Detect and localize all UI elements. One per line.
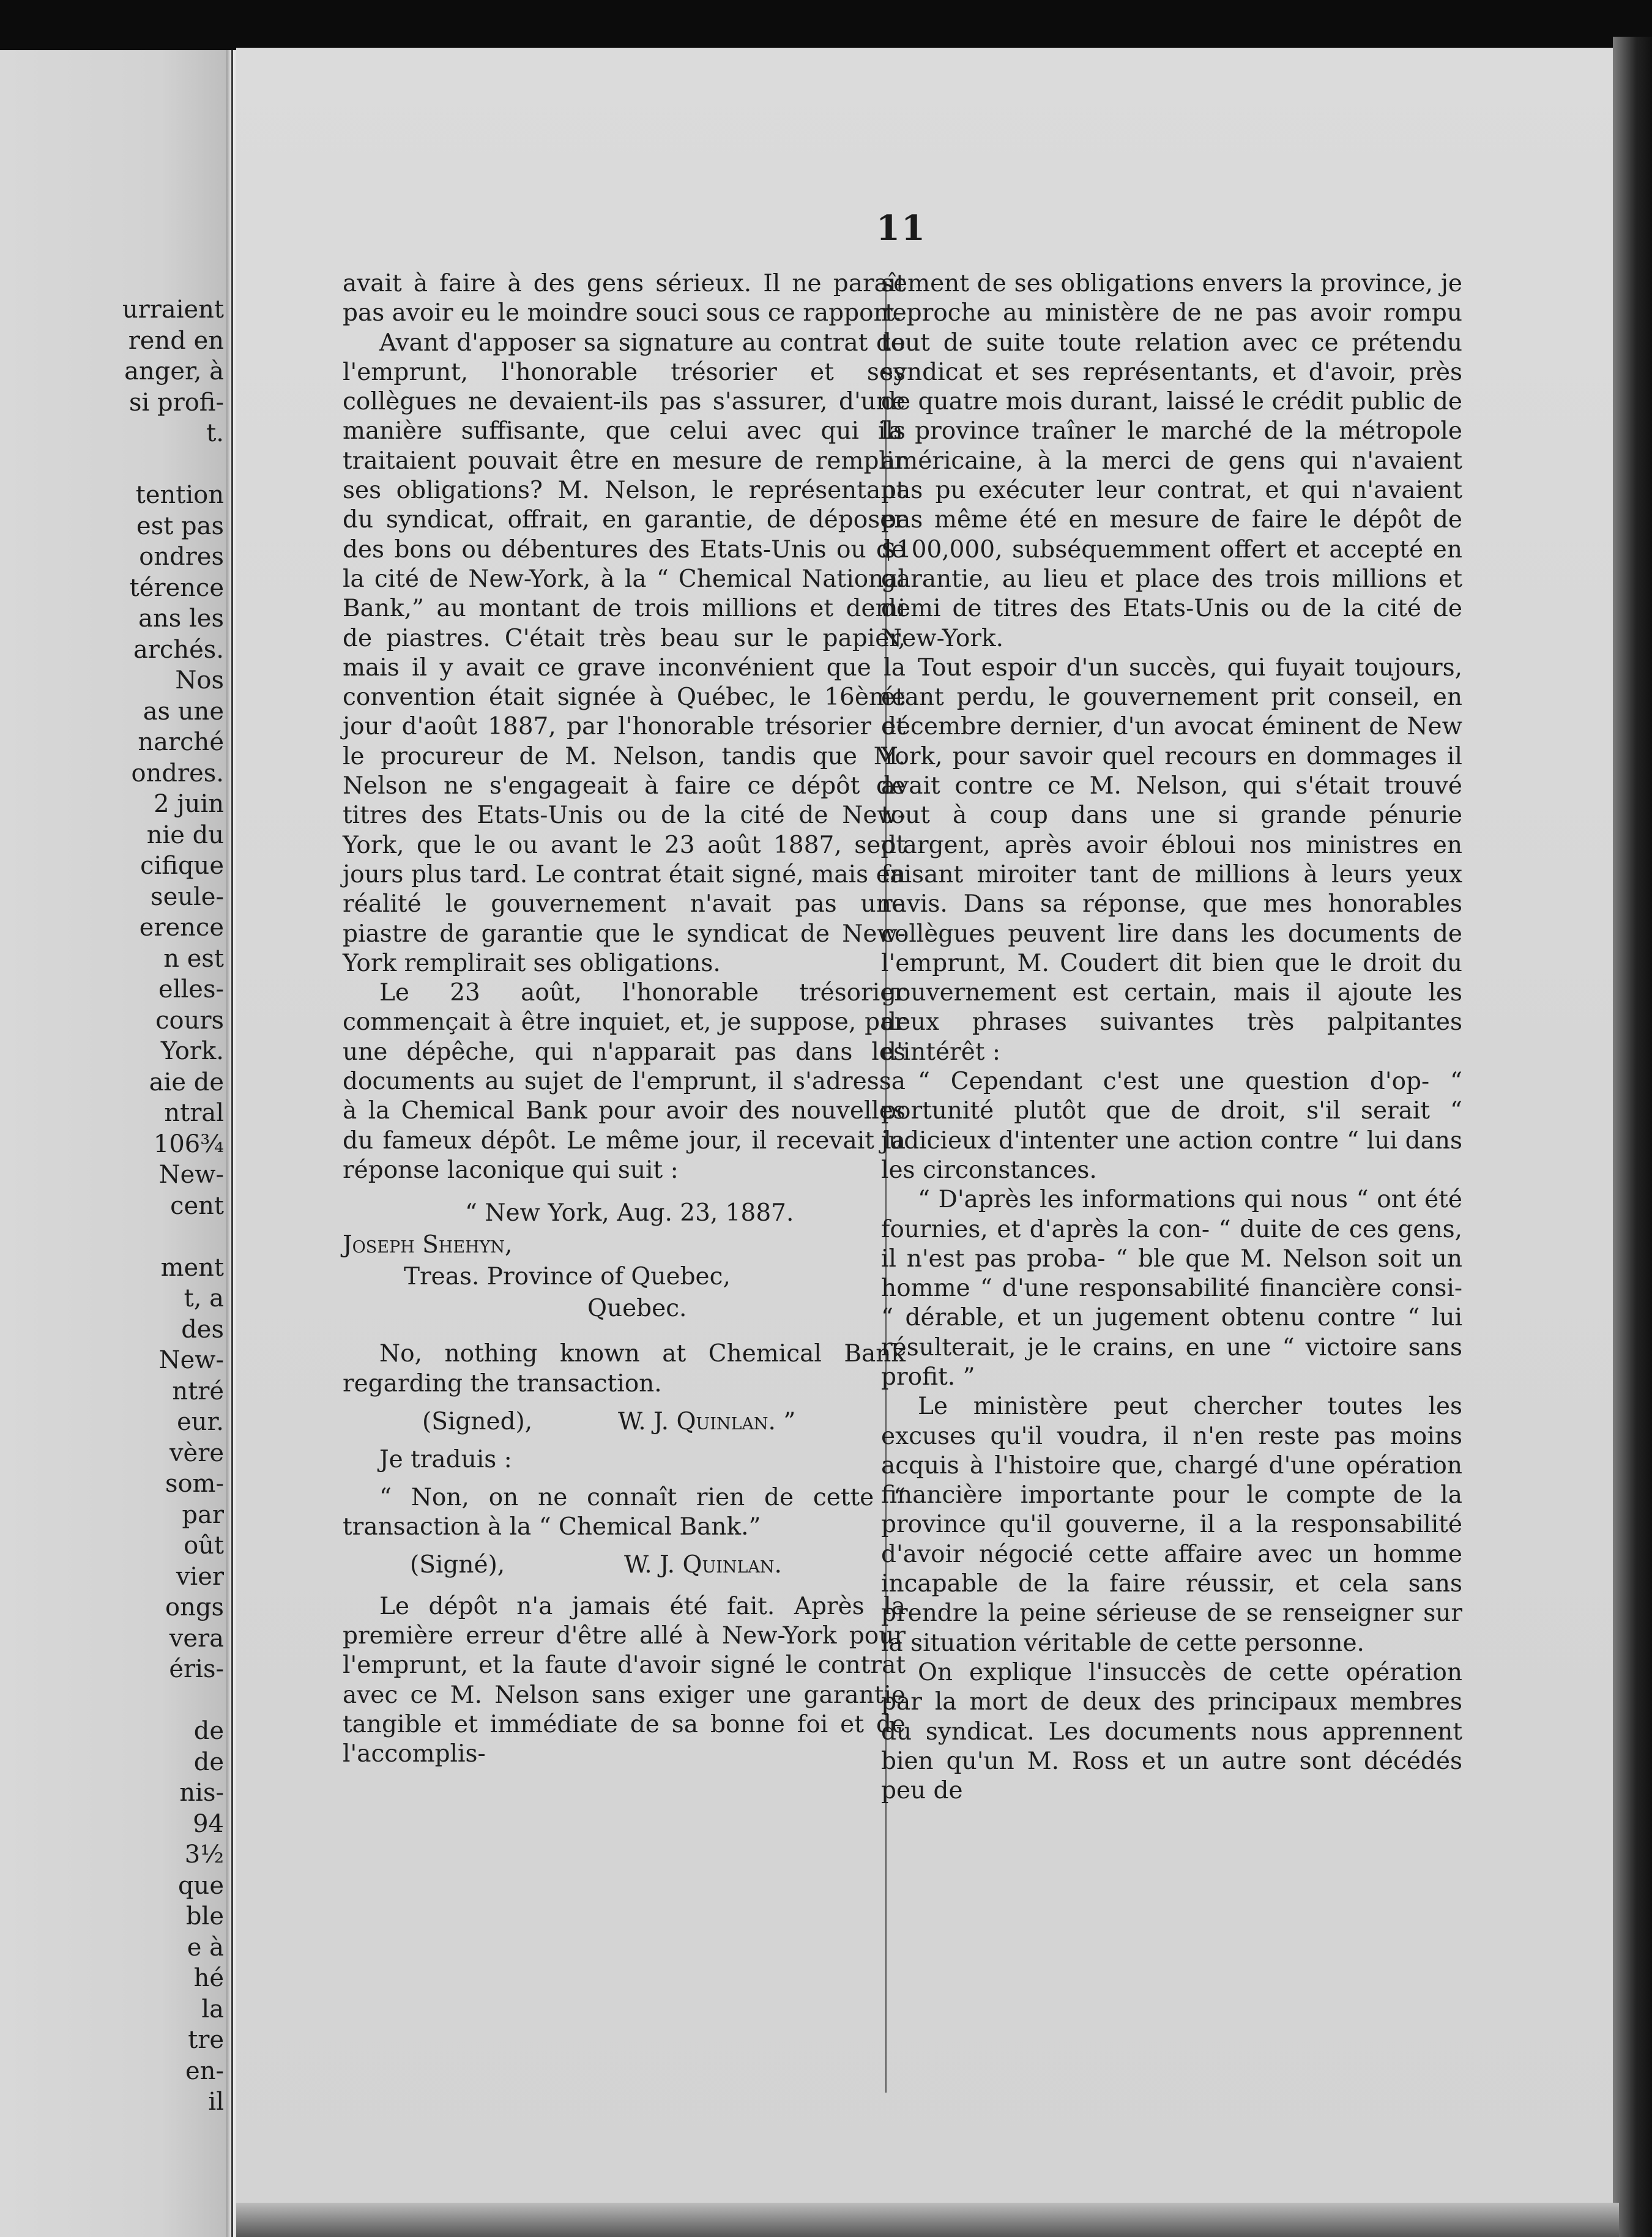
previous-page-fragment: New- [158, 1346, 224, 1374]
previous-page-fragment: aie de [149, 1068, 224, 1096]
previous-page-fragment: ble [185, 1902, 224, 1930]
previous-page-fragment: est pas [136, 512, 224, 540]
previous-page-fragment: par [182, 1500, 224, 1529]
fold-line [231, 50, 233, 2237]
right-paragraph-3: Le ministère peut chercher toutes les excuses qu'il voudra, il n'en reste pas moins acquis à l'histoire que, chargé d'une opération financière importante pour le compte de la province qu'il gouverne, il a la responsabilité d'avoir négocié cette affaire avec un homme incapable de la faire réussir, et cela sans prendre la peine sérieuse de se renseigner sur la situation véritable de cette personne. [881, 1393, 1462, 1657]
previous-page-fragment: hé [193, 1964, 224, 1992]
previous-page-fragment: la [201, 1995, 224, 2023]
right-paragraph-1: sement de ses obligations envers la province, je reproche au ministère de ne pas avoir rompu tout de suite toute relation avec ce prétendu syndicat et ses représentants, et d'avoir, près de quatre mois durant, laissé le crédit public de la province traîner le marché de la métropole américaine, à la merci de gens qui n'avaient pas pu exécuter leur contrat, et qui n'avaient pas même été en mesure de faire le dépôt de $100,000, subséquemment offert et accepté en garantie, au lieu et place des trois millions et demi de titres des Etats-Unis ou de la cité de New-York. [881, 270, 1462, 652]
previous-page-fragment: que [177, 1871, 224, 1900]
previous-page-fragment: York. [160, 1037, 224, 1065]
previous-page-fragment: 2 juin [154, 790, 224, 818]
previous-page-fragment: nis- [179, 1779, 224, 1807]
previous-page-fragment: elles- [158, 975, 224, 1003]
right-paragraph-4: On explique l'insuccès de cette opération par la mort de deux des principaux membres du syndicat. Les documents nous apprennent bien qu'un M. Ross et un autre sont décédés peu de [881, 1658, 1462, 1805]
previous-page-fragment: ntré [172, 1377, 224, 1405]
telegram-address-2: Quebec. [587, 1295, 687, 1323]
previous-page-fragment: cifique [140, 852, 224, 880]
previous-page-fragment: tention [135, 481, 224, 509]
previous-page-fragment: 3½ [184, 1841, 224, 1869]
previous-page-fragment: il [208, 2088, 224, 2116]
previous-page-fragment: ondres. [131, 759, 224, 787]
previous-page-fragment: si profi- [128, 388, 224, 417]
telegram-body: No, nothing known at Chemical Bank regarding the transaction. [343, 1340, 906, 1398]
previous-page-fragment: vère [169, 1439, 224, 1467]
previous-page-fragment: Nos [175, 666, 224, 694]
previous-page-fragment: vera [169, 1624, 224, 1653]
previous-page-fragment: éris- [169, 1655, 224, 1683]
quote-2: “ D'après les informations qui nous “ ont été fournies, et d'après la con- “ duite de ces gens, il n'est pas proba- “ ble que M. Nelson soit un homme “ d'une responsabilité financière consi- “ dérable, et un jugement obtenu contre “ lui résulterait, je le crains, en une “ victoire sans profit. ” [881, 1186, 1462, 1391]
previous-page-fragment: t, a [184, 1284, 224, 1312]
left-column [343, 269, 906, 1769]
previous-page-fragment: as une [143, 697, 224, 726]
previous-page-fragment: narché [138, 728, 224, 756]
right-page-edge [1613, 37, 1652, 2237]
signed-label: (Signed), [422, 1407, 533, 1435]
previous-page-fragment: ans les [138, 605, 224, 633]
translation-signature [343, 1551, 906, 1579]
signed-name: W. J. Quinlan. ” [618, 1407, 796, 1435]
previous-page-fragment: oût [184, 1532, 224, 1560]
previous-page-fragment: e à [187, 1933, 224, 1962]
previous-page-fragment: 94 [193, 1809, 224, 1838]
left-paragraph-2: Avant d'apposer sa signature au contrat de l'emprunt, l'honorable trésorier et ses collègues ne devaient-ils pas s'assurer, d'une manière suffisante, que celui avec qui ils traitaient pouvait être en mesure de remplir ses obligations? M. Nelson, le représentant du syndicat, offrait, en garantie, de déposer des bons ou débentures des Etats-Unis ou de la cité de New-York, à la “ Chemical National Bank,” au montant de trois millions et demi de piastres. C'était très beau sur le papier, mais il y avait ce grave inconvénient que la convention était signée à Québec, le 16ème jour d'août 1887, par l'honorable trésorier et le procureur de M. Nelson, tandis que M. Nelson ne s'engageait à faire ce dépôt de titres des Etats-Unis ou de la cité de New-York, que le ou avant le 23 août 1887, sept jours plus tard. Le contrat était signé, mais en réalité le gouvernement n'avait pas une piastre de garantie que le syndicat de New-York remplirait ses obligations. [343, 329, 906, 977]
right-column [881, 269, 1462, 1806]
quote-1: “ Cependant c'est une question d'op- “ portunité plutôt que de droit, s'il serait “ judicieux d'intenter une action contre “ lui dans les circonstances. [881, 1068, 1462, 1184]
previous-page-fragment: cent [170, 1191, 224, 1220]
previous-page-fragment: anger, à [124, 357, 224, 385]
previous-page-fragment: ntral [164, 1099, 224, 1127]
previous-page-fragment: de [193, 1717, 224, 1745]
previous-page-fragment: nie du [146, 821, 224, 849]
telegram-dateline: “ New York, Aug. 23, 1887. [465, 1199, 794, 1227]
previous-page-fragment: erence [139, 914, 224, 942]
previous-page-fragment: archés. [133, 635, 224, 664]
previous-page-fragment: des [181, 1315, 224, 1344]
previous-page-fragment: som- [165, 1470, 224, 1498]
previous-page-fragment: tre [188, 2026, 224, 2054]
telegram-signature [343, 1407, 906, 1437]
previous-page-fragment: en- [185, 2056, 224, 2085]
previous-page-fragment: ment [160, 1253, 224, 1282]
translate-intro: Je traduis : [379, 1445, 512, 1473]
signe-label: (Signé), [410, 1550, 505, 1579]
left-paragraph-4: Le dépôt n'a jamais été fait. Après la première erreur d'être allé à New-York pour l'emprunt, et la faute d'avoir signé le contrat avec ce M. Nelson sans exiger une garantie tangible et immédiate de sa bonne foi et de l'accomplis- [343, 1592, 906, 1768]
previous-page-fragment: de [193, 1748, 224, 1776]
page-number: 11 [876, 208, 926, 248]
previous-page-fragment: ondres [139, 543, 224, 571]
right-paragraph-2: Tout espoir d'un succès, qui fuyait toujours, étant perdu, le gouvernement prit conseil, en décembre dernier, d'un avocat éminent de New York, pour savoir quel recours en dommages il avait contre ce M. Nelson, qui s'était trouvé tout à coup dans une si grande pénurie d'argent, après avoir ébloui nos ministres en faisant miroiter tant de millions à leurs yeux ravis. Dans sa réponse, que mes honorables collègues peuvent lire dans les documents de l'emprunt, M. Coudert dit bien que le droit du gouvernement est certain, mais il ajoute les deux phrases suivantes très palpitantes d'intérêt : [881, 653, 1462, 1066]
previous-page-fragment: vier [176, 1562, 224, 1591]
previous-page-fragment: New- [158, 1161, 224, 1189]
left-paragraph-1: avait à faire à des gens sérieux. Il ne paraît pas avoir eu le moindre souci sous ce rapport. [343, 270, 906, 327]
previous-page-fragment: ongs [165, 1593, 224, 1621]
signe-name: W. J. Quinlan. [624, 1550, 782, 1579]
previous-page-fragment: urraient [122, 296, 224, 324]
previous-page-fragment: seule- [151, 882, 224, 911]
previous-page-fragment: eur. [177, 1408, 224, 1436]
translation-quote: “ Non, on ne connaît rien de cette “ transaction à la “ Chemical Bank.” [343, 1484, 906, 1541]
previous-page-fragment: t. [206, 419, 224, 447]
previous-page-fragment: 106¾ [153, 1130, 224, 1158]
previous-page-fragment: cours [155, 1006, 224, 1035]
previous-page-fragment: rend en [128, 326, 224, 355]
left-paragraph-3: Le 23 août, l'honorable trésorier commençait à être inquiet, et, je suppose, par une dépêche, qui n'apparait pas dans les documents au sujet de l'emprunt, il s'adressa à la Chemical Bank pour avoir des nouvelles du fameux dépôt. Le même jour, il recevait la réponse laconique qui suit : [343, 979, 906, 1184]
telegram-address-1: Treas. Province of Quebec, [404, 1263, 731, 1291]
previous-page-edge [0, 50, 229, 2237]
previous-page-fragment: térence [129, 573, 224, 602]
previous-page-fragment: n est [163, 944, 224, 973]
telegram [343, 1199, 906, 1437]
bottom-page-edge [236, 2203, 1619, 2237]
telegram-addressee: Joseph Shehyn, [343, 1231, 513, 1259]
